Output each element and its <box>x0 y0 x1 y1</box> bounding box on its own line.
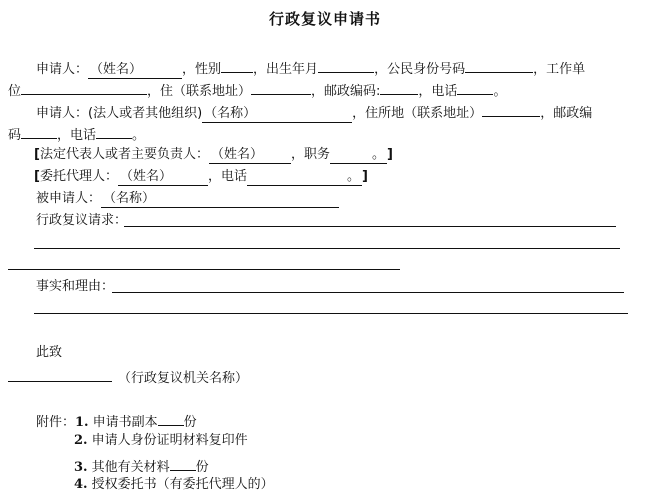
attachment-3-suffix: 份 <box>195 460 209 475</box>
org-phone-blank <box>96 123 132 139</box>
postcode-blank <box>380 79 418 95</box>
work-unit-blank <box>21 79 147 95</box>
org-applicant-line-2 <box>8 123 145 145</box>
respondent-label: 被申请人： <box>36 191 102 206</box>
agent-phone-label: ，电话 <box>207 169 247 184</box>
agent-label: 委托代理人： <box>39 169 118 184</box>
attachment-2-num: 2. <box>74 433 88 448</box>
request-label: 行政复议请求： <box>36 213 128 228</box>
attachment-1-text: 申请书副本 <box>92 415 158 430</box>
attachment-1-num: 1. <box>75 415 89 430</box>
org-applicant-line-1 <box>36 101 592 123</box>
applicant-gender-label: ，性别 <box>182 62 222 77</box>
authority-blank <box>8 366 112 382</box>
applicant-label: 申请人： <box>36 62 89 77</box>
position-blank: 。 <box>330 147 387 164</box>
org-name-field: （名称） <box>202 106 352 123</box>
facts-rule-2 <box>34 313 628 314</box>
applicant-postcode-label: ，邮政编码: <box>311 84 381 99</box>
request-rule-1 <box>124 226 616 227</box>
applicant-work-unit-label-cont: 位 <box>8 84 22 99</box>
attachment-3-blank <box>170 455 196 471</box>
agent-name-field: （姓名） <box>118 169 208 186</box>
document-title: 行政复议申请书 <box>268 10 381 28</box>
attachment-4-text: 授权委托书（有委托代理人的） <box>91 477 274 492</box>
id-number-blank <box>465 57 533 73</box>
bracket-close: ] <box>362 169 368 184</box>
applicant-name-field: （姓名） <box>88 62 182 79</box>
legal-rep-name-field: （姓名） <box>209 147 291 164</box>
org-domicile-label: ，住所地（联系地址） <box>352 106 483 121</box>
attachment-2 <box>74 432 248 450</box>
applicant-id-label: ，公民身份号码 <box>374 62 466 77</box>
respondent-name-field: （名称） <box>101 191 339 208</box>
agent-line <box>34 168 368 186</box>
attachment-3-text: 其他有关材料 <box>91 460 170 475</box>
request-rule-3 <box>8 269 400 270</box>
legal-rep-line <box>34 146 393 164</box>
attachment-3 <box>74 455 209 477</box>
address-blank <box>251 79 311 95</box>
request-rule-2 <box>34 248 620 249</box>
period: 。 <box>493 84 507 99</box>
attachment-4-num: 4. <box>74 477 88 492</box>
attachment-1-suffix: 份 <box>183 415 197 430</box>
salutation: 此致 <box>36 345 63 360</box>
birth-blank <box>318 57 374 73</box>
attachment-4 <box>74 476 274 494</box>
applicant-line-1 <box>36 57 585 79</box>
org-postcode-label-cont: 码 <box>8 128 22 143</box>
applicant-birth-label: ，出生年月 <box>253 62 319 77</box>
request-label-line <box>36 212 127 230</box>
facts-label: 事实和理由： <box>36 279 115 294</box>
applicant-address-label: ，住（联系地址） <box>147 84 252 99</box>
attachment-3-num: 3. <box>74 460 88 475</box>
bracket-open: [ <box>34 147 40 162</box>
gender-blank <box>221 57 253 73</box>
bracket-open: [ <box>34 169 40 184</box>
domicile-blank <box>482 101 540 117</box>
authority-name-label: （行政复议机关名称） <box>118 371 249 386</box>
legal-rep-position-label: ，职务 <box>290 147 330 162</box>
agent-phone-blank: 。 <box>247 169 362 186</box>
respondent-line <box>36 190 339 208</box>
org-phone-label: ，电话 <box>57 128 97 143</box>
facts-label-line <box>36 278 114 296</box>
applicant-work-unit-label: ，工作单 <box>533 62 586 77</box>
facts-rule-1 <box>112 292 624 293</box>
period: 。 <box>132 128 146 143</box>
org-postcode-blank <box>21 123 57 139</box>
applicant-line-2 <box>8 79 506 101</box>
org-postcode-label: ，邮政编 <box>540 106 593 121</box>
legal-rep-label: 法定代表人或者主要负责人： <box>39 147 209 162</box>
attachment-2-text: 申请人身份证明材料复印件 <box>91 433 248 448</box>
attachments-label: 附件： <box>36 415 76 430</box>
applicant-phone-label: ，电话 <box>418 84 458 99</box>
phone-blank <box>457 79 493 95</box>
authority-line <box>8 366 248 388</box>
org-applicant-label: 申请人：(法人或者其他组织) <box>36 106 203 121</box>
attachment-1-blank <box>158 410 184 426</box>
bracket-close: ] <box>387 147 393 162</box>
attachments-label-line <box>36 410 197 432</box>
